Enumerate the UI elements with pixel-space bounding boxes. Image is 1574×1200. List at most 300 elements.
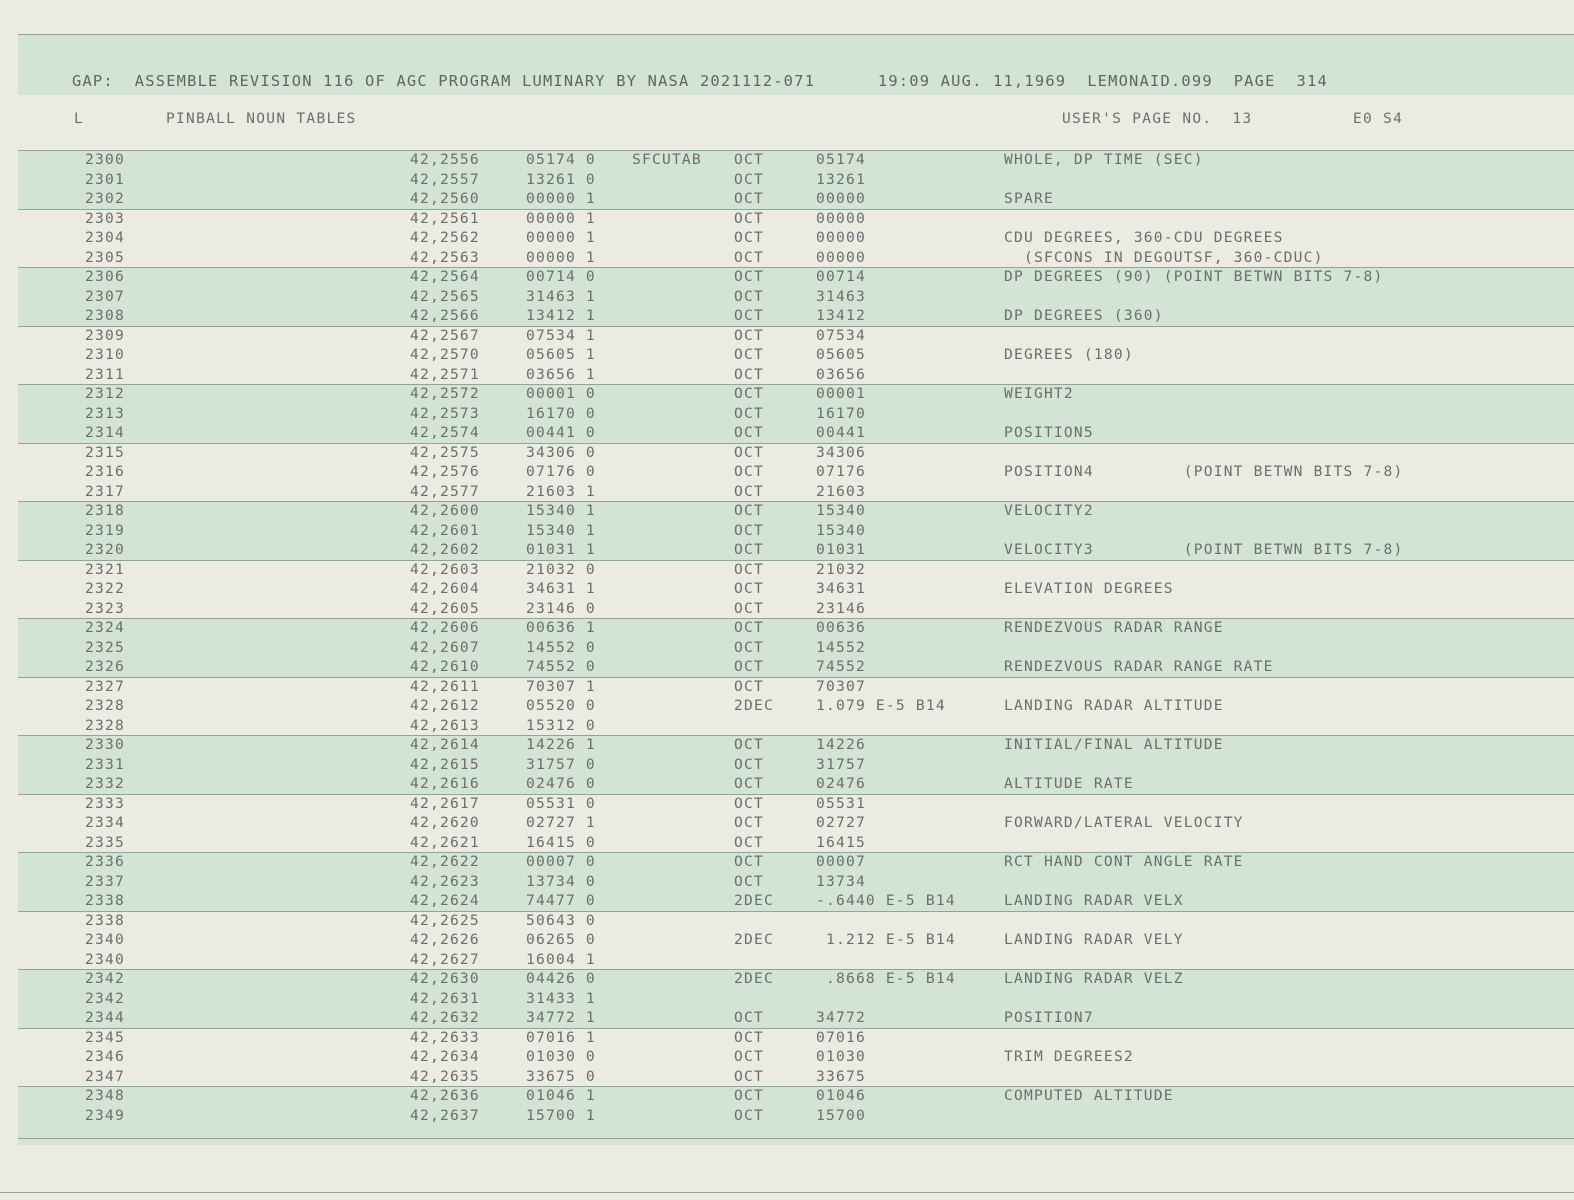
- opcode: OCT: [734, 1048, 764, 1065]
- location: 42,2620: [410, 814, 480, 831]
- line-number: 2326: [85, 658, 125, 675]
- octal-word: 21603 1: [526, 482, 596, 500]
- line-number: 2308: [85, 307, 125, 324]
- operand: 74552: [816, 658, 866, 675]
- line-number: 2313: [85, 404, 125, 422]
- octal-word: 13412 1: [526, 307, 596, 324]
- opcode: OCT: [734, 209, 764, 227]
- opcode: 2DEC: [734, 931, 774, 948]
- opcode: OCT: [734, 872, 764, 890]
- operand: 23146: [816, 599, 866, 617]
- location: 42,2623: [410, 872, 480, 890]
- listing-end-rule: [18, 1138, 1574, 1139]
- table-row: [18, 150, 1574, 170]
- octal-word: 13734 0: [526, 872, 596, 890]
- comment: COMPUTED ALTITUDE: [1004, 1087, 1174, 1104]
- octal-word: 14552 0: [526, 638, 596, 656]
- line-number: 2322: [85, 580, 125, 597]
- location: 42,2605: [410, 599, 480, 617]
- octal-word: 21032 0: [526, 560, 596, 578]
- location: 42,2557: [410, 170, 480, 188]
- opcode: OCT: [734, 307, 764, 324]
- octal-word: 13261 0: [526, 170, 596, 188]
- table-row: [18, 540, 1574, 560]
- table-row: [18, 657, 1574, 677]
- table-row: [18, 794, 1574, 814]
- table-row: [18, 735, 1574, 755]
- location: 42,2615: [410, 755, 480, 773]
- table-row: [18, 638, 1574, 658]
- table-row: [18, 950, 1574, 970]
- table-row: [18, 813, 1574, 833]
- table-row: [18, 1067, 1574, 1087]
- octal-word: 00000 1: [526, 229, 596, 246]
- octal-word: 23146 0: [526, 599, 596, 617]
- octal-word: 00007 0: [526, 853, 596, 870]
- octal-word: 16415 0: [526, 833, 596, 851]
- line-number: 2348: [85, 1087, 125, 1104]
- location: 42,2570: [410, 346, 480, 363]
- line-number: 2301: [85, 170, 125, 188]
- location: 42,2574: [410, 424, 480, 441]
- opcode: OCT: [734, 404, 764, 422]
- location: 42,2621: [410, 833, 480, 851]
- table-row: [18, 170, 1574, 190]
- table-row: [18, 345, 1574, 365]
- location: 42,2560: [410, 190, 480, 207]
- operand: 15700: [816, 1106, 866, 1124]
- location: 42,2556: [410, 151, 480, 168]
- opcode: OCT: [734, 775, 764, 792]
- table-row: [18, 696, 1574, 716]
- location: 42,2573: [410, 404, 480, 422]
- comment: SPARE: [1004, 190, 1054, 207]
- line-number: 2316: [85, 463, 125, 480]
- opcode: OCT: [734, 365, 764, 383]
- location: 42,2604: [410, 580, 480, 597]
- line-number: 2328: [85, 716, 125, 734]
- opcode: 2DEC: [734, 697, 774, 714]
- operand: 01031: [816, 541, 866, 558]
- location: 42,2567: [410, 326, 480, 344]
- operand: 33675: [816, 1067, 866, 1085]
- opcode: OCT: [734, 580, 764, 597]
- line-number: 2320: [85, 541, 125, 558]
- line-number: 2304: [85, 229, 125, 246]
- location: 42,2632: [410, 1009, 480, 1026]
- location: 42,2606: [410, 619, 480, 636]
- opcode: OCT: [734, 755, 764, 773]
- location: 42,2634: [410, 1048, 480, 1065]
- table-row: [18, 969, 1574, 989]
- location: 42,2571: [410, 365, 480, 383]
- operand: 14552: [816, 638, 866, 656]
- line-number: 2332: [85, 775, 125, 792]
- location: 42,2610: [410, 658, 480, 675]
- opcode: 2DEC: [734, 892, 774, 909]
- octal-word: 00000 1: [526, 248, 596, 266]
- operand: 05174: [816, 151, 866, 168]
- octal-word: 74552 0: [526, 658, 596, 675]
- line-number: 2336: [85, 853, 125, 870]
- table-row: [18, 521, 1574, 541]
- comment: LANDING RADAR VELX: [1004, 892, 1184, 909]
- location: 42,2631: [410, 989, 480, 1007]
- line-number: 2318: [85, 502, 125, 519]
- octal-word: 33675 0: [526, 1067, 596, 1085]
- operand: 00000: [816, 190, 866, 207]
- line-number: 2303: [85, 209, 125, 227]
- line-number: 2305: [85, 248, 125, 266]
- line-number: 2330: [85, 736, 125, 753]
- table-row: [18, 209, 1574, 229]
- location: 42,2575: [410, 443, 480, 461]
- opcode: OCT: [734, 170, 764, 188]
- line-number: 2340: [85, 931, 125, 948]
- symbol-label: SFCUTAB: [632, 151, 702, 168]
- table-row: [18, 1106, 1574, 1126]
- location: 42,2566: [410, 307, 480, 324]
- location: 42,2622: [410, 853, 480, 870]
- opcode: OCT: [734, 151, 764, 168]
- location: 42,2601: [410, 521, 480, 539]
- table-row: [18, 423, 1574, 443]
- octal-word: 34306 0: [526, 443, 596, 461]
- operand: 05531: [816, 794, 866, 812]
- location: 42,2561: [410, 209, 480, 227]
- table-row: [18, 599, 1574, 619]
- operand: 01046: [816, 1087, 866, 1104]
- opcode: OCT: [734, 346, 764, 363]
- line-number: 2307: [85, 287, 125, 305]
- comment: RENDEZVOUS RADAR RANGE RATE: [1004, 658, 1274, 675]
- opcode: OCT: [734, 1067, 764, 1085]
- line-number: 2338: [85, 911, 125, 929]
- table-row: [18, 911, 1574, 931]
- opcode: OCT: [734, 482, 764, 500]
- section-title: PINBALL NOUN TABLES: [166, 111, 357, 127]
- line-number: 2338: [85, 892, 125, 909]
- operand: 13734: [816, 872, 866, 890]
- octal-word: 16170 0: [526, 404, 596, 422]
- line-number: 2302: [85, 190, 125, 207]
- octal-word: 15340 1: [526, 521, 596, 539]
- octal-word: 16004 1: [526, 950, 596, 968]
- comment: (SFCONS IN DEGOUTSF, 360-CDUC): [1004, 248, 1324, 266]
- line-number: 2342: [85, 970, 125, 987]
- octal-word: 00636 1: [526, 619, 596, 636]
- octal-word: 07534 1: [526, 326, 596, 344]
- operand: 16170: [816, 404, 866, 422]
- octal-word: 01031 1: [526, 541, 596, 558]
- octal-word: 00441 0: [526, 424, 596, 441]
- opcode: OCT: [734, 853, 764, 870]
- location: 42,2576: [410, 463, 480, 480]
- opcode: OCT: [734, 190, 764, 207]
- octal-word: 15700 1: [526, 1106, 596, 1124]
- page-top-margin: [0, 0, 1574, 34]
- table-row: [18, 501, 1574, 521]
- operand: 13261: [816, 170, 866, 188]
- location: 42,2616: [410, 775, 480, 792]
- line-number: 2300: [85, 151, 125, 168]
- table-row: [18, 1028, 1574, 1048]
- opcode: OCT: [734, 833, 764, 851]
- line-number: 2311: [85, 365, 125, 383]
- location: 42,2611: [410, 677, 480, 695]
- table-row: [18, 579, 1574, 599]
- location: 42,2625: [410, 911, 480, 929]
- location: 42,2612: [410, 697, 480, 714]
- octal-word: 07016 1: [526, 1028, 596, 1046]
- octal-word: 02727 1: [526, 814, 596, 831]
- operand: 1.079 E-5 B14: [816, 697, 946, 714]
- operand: 07534: [816, 326, 866, 344]
- line-number: 2344: [85, 1009, 125, 1026]
- location: 42,2627: [410, 950, 480, 968]
- comment: FORWARD/LATERAL VELOCITY: [1004, 814, 1244, 831]
- table-row: [18, 930, 1574, 950]
- location: 42,2614: [410, 736, 480, 753]
- operand: 31463: [816, 287, 866, 305]
- octal-word: 05605 1: [526, 346, 596, 363]
- opcode: OCT: [734, 638, 764, 656]
- opcode: OCT: [734, 502, 764, 519]
- comment: LANDING RADAR VELY: [1004, 931, 1184, 948]
- comment: RENDEZVOUS RADAR RANGE: [1004, 619, 1224, 636]
- opcode: OCT: [734, 599, 764, 617]
- octal-word: 01030 0: [526, 1048, 596, 1065]
- opcode: OCT: [734, 463, 764, 480]
- comment: POSITION5: [1004, 424, 1094, 441]
- opcode: OCT: [734, 1009, 764, 1026]
- comment: CDU DEGREES, 360-CDU DEGREES: [1004, 229, 1284, 246]
- octal-word: 05174 0: [526, 151, 596, 168]
- operand: 15340: [816, 502, 866, 519]
- comment: DP DEGREES (90) (POINT BETWN BITS 7-8): [1004, 268, 1384, 285]
- comment: LANDING RADAR VELZ: [1004, 970, 1184, 987]
- table-row: [18, 384, 1574, 404]
- operand: 01030: [816, 1048, 866, 1065]
- table-row: [18, 891, 1574, 911]
- comment: WHOLE, DP TIME (SEC): [1004, 151, 1204, 168]
- operand: 00000: [816, 229, 866, 246]
- line-number: 2317: [85, 482, 125, 500]
- operand: 15340: [816, 521, 866, 539]
- table-row: [18, 852, 1574, 872]
- line-number: 2340: [85, 950, 125, 968]
- octal-word: 02476 0: [526, 775, 596, 792]
- page-header: GAP: ASSEMBLE REVISION 116 OF AGC PROGRAM LUMINARY BY NASA 2021112-071 19:09 AUG. 11,1969 LEMONAID.099 PAGE 314: [72, 72, 1328, 90]
- octal-word: 05531 0: [526, 794, 596, 812]
- opcode: OCT: [734, 248, 764, 266]
- opcode: OCT: [734, 385, 764, 402]
- location: 42,2630: [410, 970, 480, 987]
- line-number: 2314: [85, 424, 125, 441]
- table-row: [18, 989, 1574, 1009]
- location: 42,2562: [410, 229, 480, 246]
- line-number: 2346: [85, 1048, 125, 1065]
- operand: 13412: [816, 307, 866, 324]
- operand: 14226: [816, 736, 866, 753]
- line-number: 2347: [85, 1067, 125, 1085]
- octal-word: 14226 1: [526, 736, 596, 753]
- octal-word: 03656 1: [526, 365, 596, 383]
- table-row: [18, 755, 1574, 775]
- octal-word: 00000 1: [526, 209, 596, 227]
- operand: 03656: [816, 365, 866, 383]
- location: 42,2572: [410, 385, 480, 402]
- line-number: 2333: [85, 794, 125, 812]
- comment: ELEVATION DEGREES: [1004, 580, 1174, 597]
- line-number: 2342: [85, 989, 125, 1007]
- opcode: OCT: [734, 541, 764, 558]
- table-row: [18, 872, 1574, 892]
- line-number: 2319: [85, 521, 125, 539]
- operand: -.6440 E-5 B14: [816, 892, 956, 909]
- table-row: [18, 443, 1574, 463]
- line-number: 2325: [85, 638, 125, 656]
- location: 42,2637: [410, 1106, 480, 1124]
- operand: 16415: [816, 833, 866, 851]
- table-row: [18, 365, 1574, 385]
- octal-word: 00000 1: [526, 190, 596, 207]
- comment: DEGREES (180): [1004, 346, 1134, 363]
- left-marker: L: [74, 111, 85, 127]
- octal-word: 06265 0: [526, 931, 596, 948]
- operand: 34772: [816, 1009, 866, 1026]
- line-number: 2324: [85, 619, 125, 636]
- line-number: 2328: [85, 697, 125, 714]
- line-number: 2310: [85, 346, 125, 363]
- opcode: 2DEC: [734, 970, 774, 987]
- octal-word: 01046 1: [526, 1087, 596, 1104]
- operand: 07176: [816, 463, 866, 480]
- operand: 00000: [816, 209, 866, 227]
- operand: 02727: [816, 814, 866, 831]
- line-number: 2337: [85, 872, 125, 890]
- table-row: [18, 326, 1574, 346]
- operand: 21032: [816, 560, 866, 578]
- octal-word: 31433 1: [526, 989, 596, 1007]
- octal-word: 15340 1: [526, 502, 596, 519]
- operand: 00000: [816, 248, 866, 266]
- octal-word: 31463 1: [526, 287, 596, 305]
- operand: 1.212 E-5 B14: [816, 931, 956, 948]
- location: 42,2635: [410, 1067, 480, 1085]
- operand: 70307: [816, 677, 866, 695]
- opcode: OCT: [734, 1106, 764, 1124]
- table-row: [18, 404, 1574, 424]
- opcode: OCT: [734, 287, 764, 305]
- table-row: [18, 560, 1574, 580]
- octal-word: 07176 0: [526, 463, 596, 480]
- line-number: 2321: [85, 560, 125, 578]
- octal-word: 34631 1: [526, 580, 596, 597]
- eo-code: E0 S4: [1353, 111, 1404, 127]
- operand: 05605: [816, 346, 866, 363]
- opcode: OCT: [734, 521, 764, 539]
- comment: RCT HAND CONT ANGLE RATE: [1004, 853, 1244, 870]
- comment: VELOCITY2: [1004, 502, 1094, 519]
- octal-word: 15312 0: [526, 716, 596, 734]
- table-row: [18, 716, 1574, 736]
- location: 42,2577: [410, 482, 480, 500]
- table-row: [18, 248, 1574, 268]
- location: 42,2565: [410, 287, 480, 305]
- table-row: [18, 1008, 1574, 1028]
- line-number: 2306: [85, 268, 125, 285]
- opcode: OCT: [734, 1028, 764, 1046]
- location: 42,2600: [410, 502, 480, 519]
- users-page-number: USER'S PAGE NO. 13: [1062, 111, 1253, 127]
- opcode: OCT: [734, 814, 764, 831]
- location: 42,2607: [410, 638, 480, 656]
- table-row: [18, 228, 1574, 248]
- opcode: OCT: [734, 619, 764, 636]
- table-row: [18, 267, 1574, 287]
- opcode: OCT: [734, 268, 764, 285]
- comment: POSITION4 (POINT BETWN BITS 7-8): [1004, 463, 1404, 480]
- table-row: [18, 287, 1574, 307]
- operand: 21603: [816, 482, 866, 500]
- page-bottom-rule: [0, 1192, 1574, 1193]
- opcode: OCT: [734, 326, 764, 344]
- location: 42,2613: [410, 716, 480, 734]
- octal-word: 00714 0: [526, 268, 596, 285]
- opcode: OCT: [734, 229, 764, 246]
- comment: TRIM DEGREES2: [1004, 1048, 1134, 1065]
- operand: 00714: [816, 268, 866, 285]
- location: 42,2624: [410, 892, 480, 909]
- location: 42,2617: [410, 794, 480, 812]
- opcode: OCT: [734, 560, 764, 578]
- line-number: 2331: [85, 755, 125, 773]
- octal-word: 74477 0: [526, 892, 596, 909]
- comment: WEIGHT2: [1004, 385, 1074, 402]
- octal-word: 70307 1: [526, 677, 596, 695]
- line-number: 2335: [85, 833, 125, 851]
- operand: 00001: [816, 385, 866, 402]
- operand: .8668 E-5 B14: [816, 970, 956, 987]
- octal-word: 50643 0: [526, 911, 596, 929]
- line-number: 2312: [85, 385, 125, 402]
- location: 42,2564: [410, 268, 480, 285]
- location: 42,2626: [410, 931, 480, 948]
- opcode: OCT: [734, 677, 764, 695]
- opcode: OCT: [734, 794, 764, 812]
- operand: 00441: [816, 424, 866, 441]
- octal-word: 04426 0: [526, 970, 596, 987]
- table-row: [18, 677, 1574, 697]
- opcode: OCT: [734, 1087, 764, 1104]
- table-row: [18, 618, 1574, 638]
- line-number: 2315: [85, 443, 125, 461]
- comment: ALTITUDE RATE: [1004, 775, 1134, 792]
- table-row: [18, 462, 1574, 482]
- table-row: [18, 482, 1574, 502]
- table-row: [18, 1086, 1574, 1106]
- line-number: 2309: [85, 326, 125, 344]
- location: 42,2636: [410, 1087, 480, 1104]
- comment: INITIAL/FINAL ALTITUDE: [1004, 736, 1224, 753]
- octal-word: 00001 0: [526, 385, 596, 402]
- octal-word: 05520 0: [526, 697, 596, 714]
- operand: 00007: [816, 853, 866, 870]
- table-row: [18, 306, 1574, 326]
- octal-word: 34772 1: [526, 1009, 596, 1026]
- opcode: OCT: [734, 658, 764, 675]
